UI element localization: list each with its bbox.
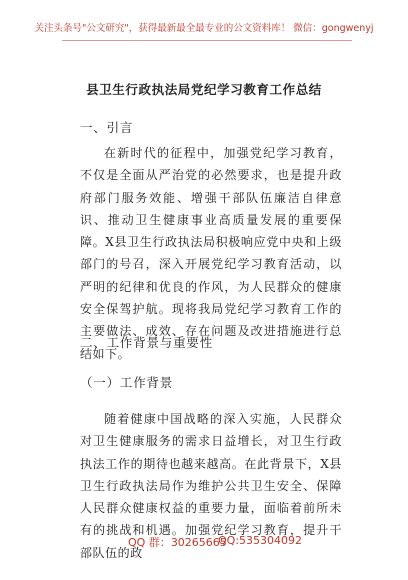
document-title: 县卫生行政执法局党纪学习教育工作总结	[86, 82, 322, 97]
section-heading-background: 二、工作背景与重要性	[80, 335, 214, 350]
section-paragraph-introduction: 在新时代的征程中，加强党纪学习教育，不仅是全面从严治党的必然要求，也是提升政府部门服务效能、增强干部队伍廉洁自律意识、推动卫生健康事业高质量发展的重要保障。X县卫生行政执法局积极响应党中央和上级部门的号召，深入开展党纪学习教育活动，以严明的纪律和优良的作风，为人民群众的健康安全保驾护航。现将我局党纪学习教育工作的主要做法、成效、存在问题及改进措施进行总结如下。	[80, 146, 342, 361]
header-divider	[62, 40, 352, 41]
footer-qq: QQ:535304092	[218, 534, 303, 547]
subsection-heading-background: （一）工作背景	[80, 375, 174, 390]
section-heading-introduction: 一、引言	[80, 120, 134, 135]
section-paragraph-background: 随着健康中国战略的深入实施，人民群众对卫生健康服务的需求日益增长，对卫生行政执法工作的期待也越来越高。在此背景下，X县卫生行政执法局作为维护公共卫生安全、保障人民群众健康权益的重要力量，面临着前所未有的挑战和机遇。加强党纪学习教育，提升干部队伍的政	[80, 412, 342, 560]
footer-qq-group: QQ 群：30265665	[128, 536, 227, 549]
header-note: 关注头条号"公文研究"，获得最新最全最专业的公文资料库！ 微信：gongwenyj	[34, 23, 374, 34]
